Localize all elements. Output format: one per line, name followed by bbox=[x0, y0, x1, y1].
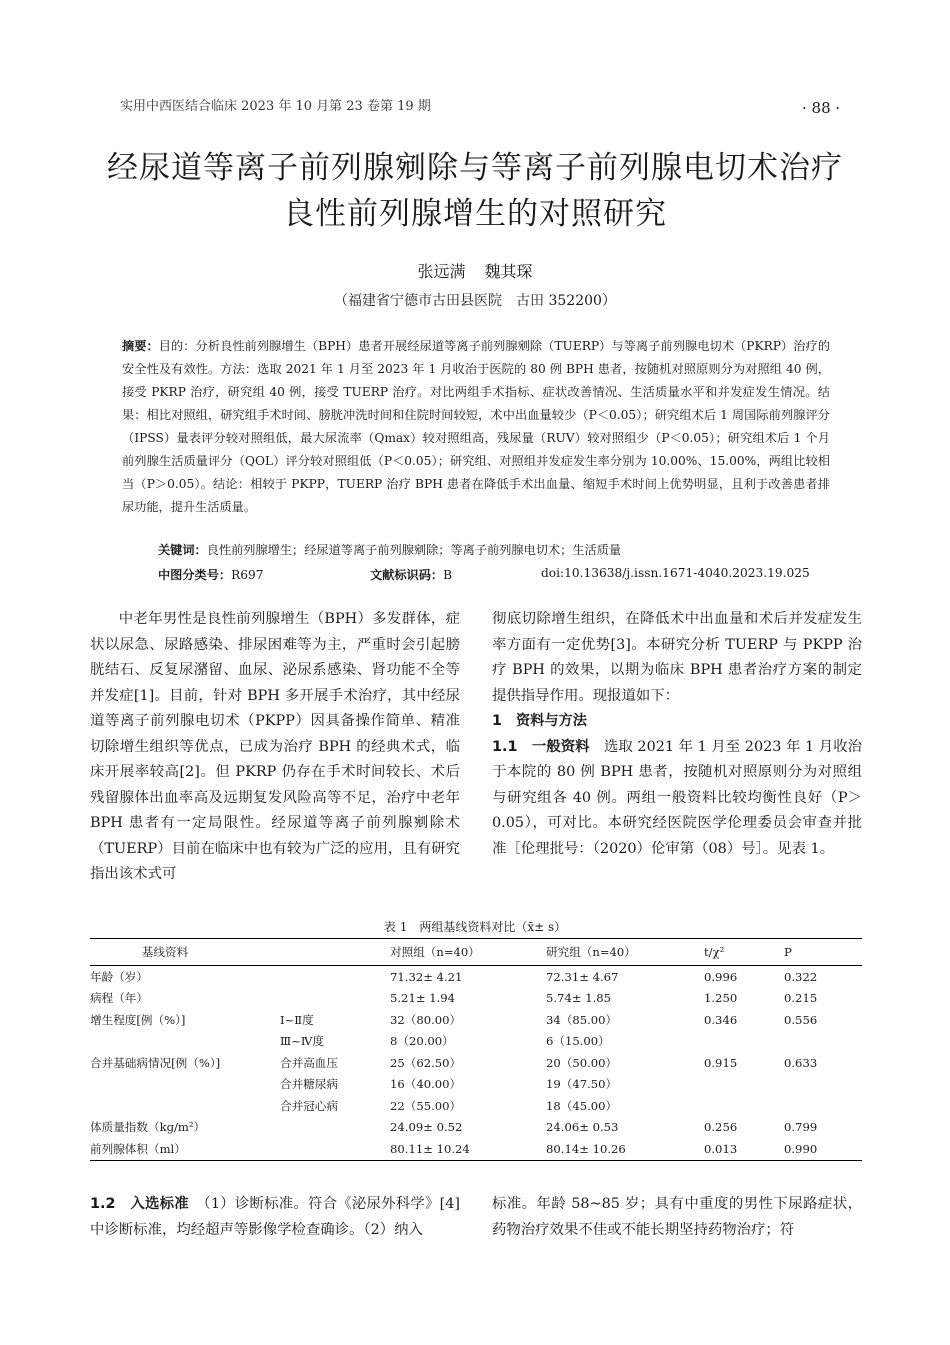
cell: 24.09± 0.52 bbox=[390, 1120, 463, 1135]
document-code-label: 文献标识码： bbox=[370, 568, 444, 582]
cell bbox=[784, 1074, 862, 1096]
cell bbox=[784, 1031, 862, 1053]
table-row bbox=[90, 966, 862, 988]
table-row bbox=[90, 988, 862, 1010]
cell: 合并高血压 bbox=[280, 1055, 338, 1070]
section-heading-1: 1 资料与方法 bbox=[492, 713, 587, 729]
cell bbox=[704, 1095, 784, 1117]
cell bbox=[280, 1138, 390, 1160]
cell: 8（20.00） bbox=[390, 1034, 454, 1049]
cell: 72.31± 4.67 bbox=[546, 969, 619, 984]
cell: 增生程度[例（%）] bbox=[90, 1012, 186, 1027]
cell: 体质量指数（kg/m²） bbox=[90, 1120, 206, 1135]
intro-paragraph: 中老年男性是良性前列腺增生（BPH）多发群体，症状以尿急、尿路感染、排尿困难等为主，严重时会引起膀胱结石、反复尿潴留、血尿、泌尿系感染、肾功能不全等并发症[1]。目前，针对 BPH 多开展手术治疗，其中经尿道等离子前列腺电切术（PKPP）因具备操作简单、精准切除增生组织等优点，已成为治疗 BPH 的经典术式，临床开展率较高[2]。但 PKRP 仍存在手术时间较长、术后残留腺体出血率高及远期复发风险高等不足，治疗中老年 BPH 患者有一定局限性。经尿道等离子前列腺剜除术（TUERP）目前在临床中也有较为广泛的应用，且有研究指出该术式可 bbox=[90, 611, 460, 882]
cell: 合并糖尿病 bbox=[280, 1077, 338, 1092]
cell: 16（40.00） bbox=[390, 1077, 462, 1092]
doi: doi:10.13638/j.issn.1671-4040.2023.19.025 bbox=[541, 566, 810, 580]
table-row bbox=[90, 1117, 862, 1139]
cell: 80.14± 10.26 bbox=[546, 1138, 704, 1160]
authors: 张远满 魏其琛 bbox=[417, 262, 533, 281]
cell: 19（47.50） bbox=[546, 1077, 618, 1092]
document-code bbox=[370, 566, 452, 583]
cell: 24.06± 0.53 bbox=[546, 1120, 619, 1135]
body-column-right-lower bbox=[492, 1178, 862, 1258]
cell: 71.32± 4.21 bbox=[390, 969, 463, 984]
cell bbox=[90, 1031, 280, 1053]
affiliation: （福建省宁德市古田县医院 古田 352200） bbox=[334, 293, 616, 309]
cell bbox=[704, 1074, 784, 1096]
cell: 年龄（岁） bbox=[90, 969, 148, 984]
table-row bbox=[90, 1138, 862, 1160]
body-column-right bbox=[492, 607, 862, 862]
cell bbox=[280, 988, 390, 1010]
page-number: · 88 · bbox=[802, 99, 841, 117]
table-row bbox=[90, 1095, 862, 1117]
cell: 34（85.00） bbox=[546, 1012, 618, 1027]
abstract-text: 目的：分析良性前列腺增生（BPH）患者开展经尿道等离子前列腺剜除（TUERP）与等离子前列腺电切术（PKRP）治疗的安全性及有效性。方法：选取 2021 年 1 月至 2023 年 1 月收治于医院的 80 例 BPH 患者，按随机对照原则分为对照组 40 例，接受 PKRP 治疗，研究组 40 例，接受 TUERP 治疗。对比两组手术指标、症状改善情况、生活质量水平和并发症发生情况。结果：相比对照组，研究组手术时间、膀胱冲洗时间和住院时间较短，术中出血量较少（P＜0.05）；研究组术后 1 周国际前列腺评分（IPSS）量表评分较对照组低，最大尿流率（Qmax）较对照组高，残尿量（RUV）较对照组少（P＜0.05）；研究组术后 1 个月前列腺生活质量评分（QOL）评分较对照组低（P＜0.05）；研究组、对照组并发症发生率分别为 10.00%、15.00%，两组比较相当（P＞0.05）。结论：相较于 PKPP，TUERP 治疗 BPH 患者在降低手术出血量、缩短手术时间上优势明显，且利于改善患者排尿功能，提升生活质量。 bbox=[122, 339, 831, 514]
cell: 32（80.00） bbox=[390, 1012, 462, 1027]
cell: 合并冠心病 bbox=[280, 1098, 338, 1113]
cell: 18（45.00） bbox=[546, 1098, 618, 1113]
clc-number bbox=[158, 566, 264, 583]
cell: 0.556 bbox=[784, 1012, 818, 1027]
cell: 合并基础病情况[例（%）] bbox=[90, 1055, 221, 1070]
cell: 0.256 bbox=[704, 1120, 738, 1135]
keywords-text: 良性前列腺增生；经尿道等离子前列腺剜除；等离子前列腺电切术；生活质量 bbox=[206, 543, 622, 557]
cell: Ⅰ~Ⅱ度 bbox=[280, 1012, 314, 1027]
table-row bbox=[90, 1052, 862, 1074]
cell bbox=[704, 1031, 784, 1053]
body-column-left-lower bbox=[90, 1178, 460, 1258]
abstract bbox=[122, 335, 830, 519]
subsection-1-1-label: 1.1 一般资料 bbox=[492, 738, 590, 755]
header-stat: t/χ² bbox=[704, 939, 784, 966]
table-header-row bbox=[90, 939, 862, 966]
cell: 0.996 bbox=[704, 969, 738, 984]
header-baseline: 基线资料 bbox=[90, 939, 390, 966]
table-row bbox=[90, 1074, 862, 1096]
subsection-1-2 bbox=[90, 1192, 460, 1243]
header-control: 对照组（n=40） bbox=[390, 939, 546, 966]
keywords bbox=[158, 539, 838, 561]
cell: 0.322 bbox=[784, 969, 818, 984]
body-column-left bbox=[90, 607, 460, 888]
header-p: P bbox=[784, 939, 862, 966]
cell: 6（15.00） bbox=[546, 1034, 610, 1049]
intro-continuation: 彻底切除增生组织，在降低术中出血量和术后并发症发生率方面有一定优势[3]。本研究分析 TUERP 与 PKPP 治疗 BPH 的效果，以期为临床 BPH 患者治疗方案的制定提供指导作用。现报道如下： bbox=[492, 611, 862, 704]
cell: 0.990 bbox=[784, 1138, 862, 1160]
table-caption: 表 1 两组基线资料对比（x̄± s） bbox=[383, 920, 567, 934]
clc-label: 中图分类号： bbox=[158, 568, 232, 582]
cell: 0.013 bbox=[704, 1138, 784, 1160]
table-row bbox=[90, 1031, 862, 1053]
baseline-table bbox=[90, 938, 862, 1161]
cell bbox=[784, 1095, 862, 1117]
article-title bbox=[0, 145, 950, 237]
subsection-1-1-text: 选取 2021 年 1 月至 2023 年 1 月收治于本院的 80 例 BPH 患者，按随机对照原则分为对照组与研究组各 40 例。两组一般资料比较均衡性良好（P＞0.05），可对比。本研究经医院医学伦理委员会审查并批准［伦理批号：（2020）伦审第（08）号］。见表 1。 bbox=[492, 738, 862, 857]
title-line-1: 经尿道等离子前列腺剜除与等离子前列腺电切术治疗 bbox=[107, 150, 843, 186]
cell: 5.21± 1.94 bbox=[390, 991, 456, 1006]
cell: 80.11± 10.24 bbox=[390, 1138, 546, 1160]
header-study: 研究组（n=40） bbox=[546, 939, 704, 966]
subsection-1-2-continued: 标准。年龄 58~85 岁；具有中重度的男性下尿路症状，药物治疗效果不佳或不能长期坚持药物治疗；符 bbox=[492, 1196, 862, 1238]
cell: 0.915 bbox=[704, 1055, 738, 1070]
cell: 20（50.00） bbox=[546, 1055, 618, 1070]
subsection-1-2-label: 1.2 入选标准 bbox=[90, 1196, 189, 1213]
subsection-1-1 bbox=[492, 735, 862, 863]
cell bbox=[280, 1117, 390, 1139]
cell: 0.799 bbox=[784, 1120, 818, 1135]
cell bbox=[90, 1074, 280, 1096]
cell: Ⅲ~Ⅳ度 bbox=[280, 1034, 325, 1049]
cell bbox=[280, 966, 390, 988]
cell: 前列腺体积（ml） bbox=[90, 1138, 280, 1160]
cell: 0.346 bbox=[704, 1012, 738, 1027]
table-row bbox=[90, 1009, 862, 1031]
journal-header: 实用中西医结合临床 2023 年 10 月第 23 卷第 19 期 bbox=[120, 99, 431, 114]
keywords-label: 关键词： bbox=[158, 543, 207, 557]
clc-value: R697 bbox=[231, 568, 264, 582]
cell: 病程（年） bbox=[90, 991, 148, 1006]
cell: 22（55.00） bbox=[390, 1098, 462, 1113]
abstract-label: 摘要： bbox=[122, 339, 159, 353]
title-line-2: 良性前列腺增生的对照研究 bbox=[283, 196, 667, 232]
cell: 0.633 bbox=[784, 1055, 818, 1070]
cell: 5.74± 1.85 bbox=[546, 991, 612, 1006]
subsection-1-2-text: （1）诊断标准。符合《泌尿外科学》[4]中诊断标准，均经超声等影像学检查确诊。（2）纳入 bbox=[90, 1196, 460, 1238]
cell: 0.215 bbox=[784, 991, 818, 1006]
document-code-value: B bbox=[443, 568, 453, 582]
cell: 1.250 bbox=[704, 991, 738, 1006]
cell: 25（62.50） bbox=[390, 1055, 462, 1070]
cell bbox=[90, 1095, 280, 1117]
